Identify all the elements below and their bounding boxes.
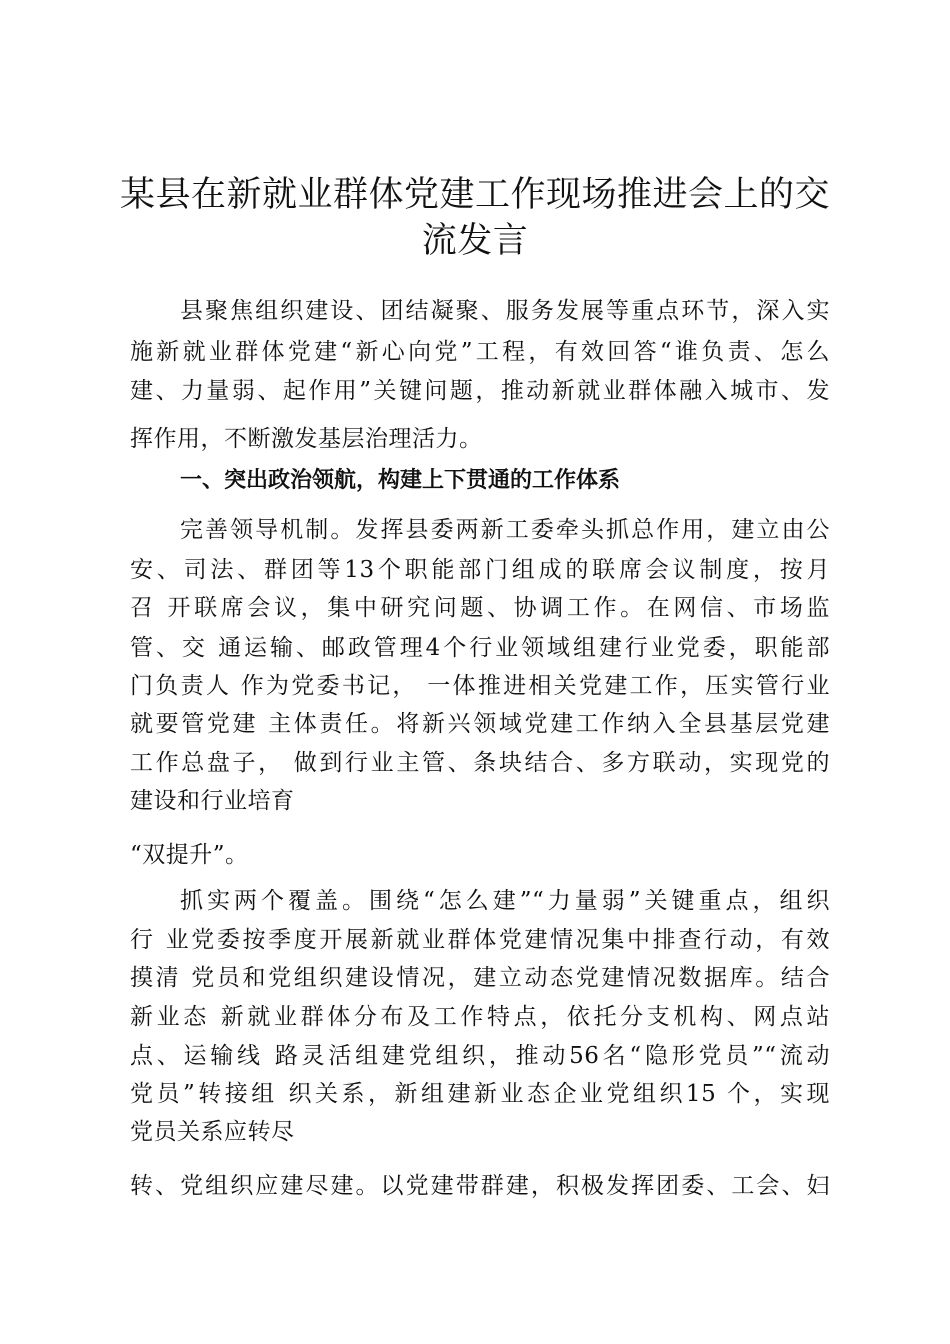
intro-line-1: 县聚焦组织建设、团结凝聚、服务发展等重点环节，深入实 [180, 298, 830, 324]
para2-line-3: 摸清 党员和党组织建设情况，建立动态党建情况数据库。结合 [130, 965, 830, 991]
para1-line-4: 管、交 通运输、邮政管理4个行业领域组建行业党委，职能部 [130, 635, 830, 661]
para1-line-1: 完善领导机制。发挥县委两新工委牵头抓总作用，建立由公 [180, 517, 830, 543]
para1-line-2: 安、司法、群团等13个职能部门组成的联席会议制度，按月 [130, 557, 830, 583]
para2-tail: 转、党组织应建尽建。以党建带群建，积极发挥团委、工会、妇 [130, 1173, 830, 1199]
para1-line-5: 门负责人 作为党委书记， 一体推进相关党建工作，压实管行业 [130, 673, 830, 699]
intro-line-2: 施新就业群体党建“新心向党”工程，有效回答“谁负责、怎么 [130, 339, 830, 365]
document-title-line-1: 某县在新就业群体党建工作现场推进会上的交 [119, 175, 830, 215]
section-heading-1: 一、突出政治领航，构建上下贯通的工作体系 [180, 468, 621, 493]
para2-line-1: 抓实两个覆盖。围绕“怎么建”“力量弱”关键重点，组织 [180, 888, 830, 914]
para1-line-3: 召 开联席会议，集中研究问题、协调工作。在网信、市场监 [130, 595, 830, 621]
para2-line-5: 点、运输线 路灵活组建党组织，推动56名“隐形党员”“流动 [130, 1043, 830, 1069]
para1-tail: “双提升”。 [130, 842, 249, 868]
document-title-line-2: 流发言 [421, 221, 529, 261]
para2-line-7: 党员关系应转尽 [130, 1119, 295, 1145]
para1-line-6: 就要管党建 主体责任。将新兴领域党建工作纳入全县基层党建 [130, 711, 830, 737]
para2-line-2: 行 业党委按季度开展新就业群体党建情况集中排查行动，有效 [130, 927, 830, 953]
intro-line-4: 挥作用，不断激发基层治理活力。 [130, 426, 483, 452]
para1-line-7: 工作总盘子， 做到行业主管、条块结合、多方联动，实现党的 [130, 750, 830, 776]
intro-line-3: 建、力量弱、起作用”关键问题，推动新就业群体融入城市、发 [130, 378, 830, 404]
para1-line-8: 建设和行业培育 [130, 788, 295, 814]
para2-line-6: 党员”转接组 织关系，新组建新业态企业党组织15 个，实现 [130, 1081, 830, 1107]
para2-line-4: 新业态 新就业群体分布及工作特点，依托分支机构、网点站 [130, 1004, 830, 1030]
